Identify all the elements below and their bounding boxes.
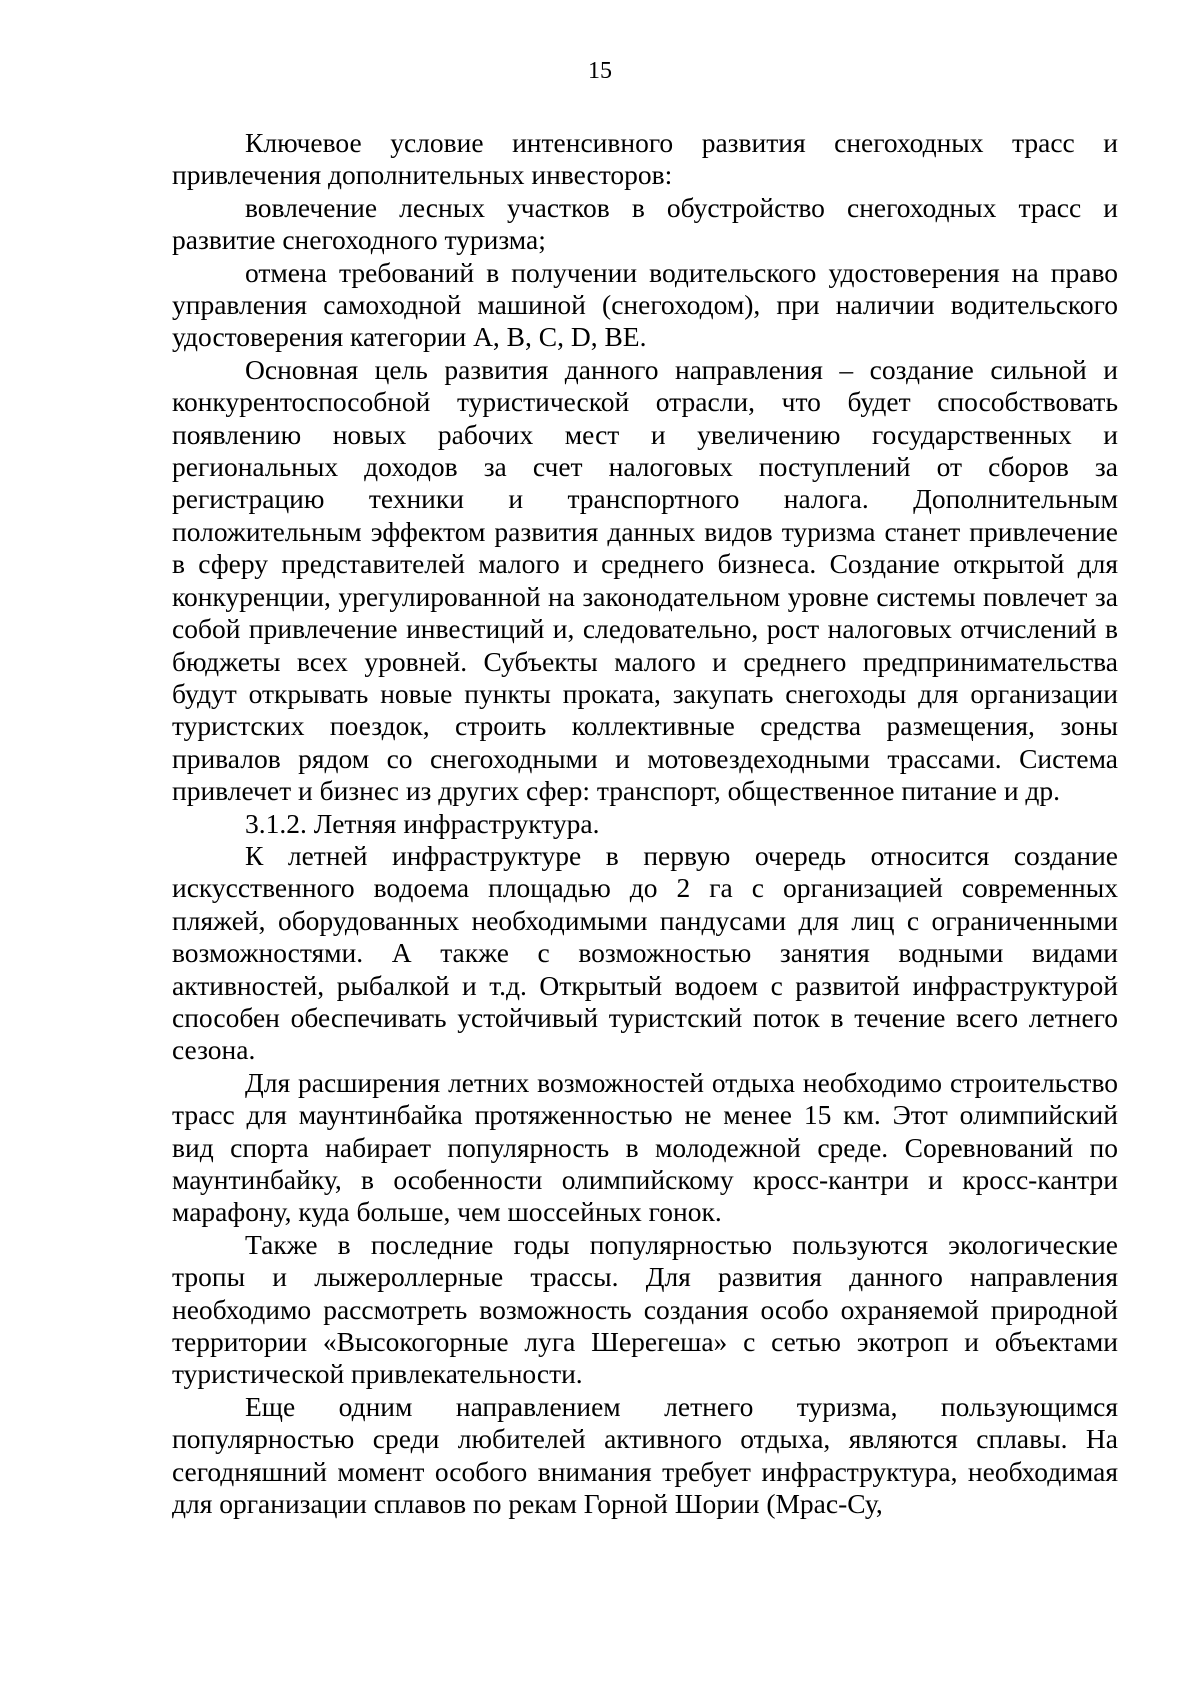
page-number: 15 [588, 58, 612, 84]
section-heading-summer-infrastructure: 3.1.2. Летняя инфраструктура. [245, 807, 600, 839]
paragraph-forest-plots: вовлечение лесных участков в обустройство снегоходных трасс и развитие снегоходного туризма; [172, 191, 1118, 256]
paragraph-reservoir: К летней инфраструктуре в первую очередь относится создание искусственного водоема площадью до 2 га с организацией современных пляжей, оборудованных необходимыми пандусами для лиц с ограниченными возможностями. А также с возможностью занятия водными видами активностей, рыбалкой и т.д. Открытый водоем с развитой инфраструктурой способен обеспечивать устойчивый туристский поток в течение всего летнего сезона. [172, 839, 1118, 1066]
paragraph-license-requirements: отмена требований в получении водительского удостоверения на право управления самоходной машиной (снегоходом), при наличии водительского удостоверения категории A, B, C, D, BE. [172, 256, 1118, 353]
paragraph-eco-trails: Также в последние годы популярностью пользуются экологические тропы и лыжероллерные трассы. Для развития данного направления необходимо рассмотреть возможность создания особо охраняемой природной территории «Высокогорные луга Шерегеша» с сетью экотроп и объектами туристической привлекательности. [172, 1228, 1118, 1390]
paragraph-mountain-bike: Для расширения летних возможностей отдыха необходимо строительство трасс для маунтинбайка протяженностью не менее 15 км. Этот олимпийский вид спорта набирает популярность в молодежной среде. Соревнований по маунтинбайку, в особенности олимпийскому кросс-кантри и кросс-кантри марафону, куда больше, чем шоссейных гонок. [172, 1066, 1118, 1228]
paragraph-key-condition: Ключевое условие интенсивного развития снегоходных трасс и привлечения дополнительных инвесторов: [172, 127, 1118, 191]
paragraph-rafting: Еще одним направлением летнего туризма, пользующимся популярностью среди любителей активного отдыха, являются сплавы. На сегодняшний момент особого внимания требует инфраструктура, необходимая для организации сплавов по рекам Горной Шории (Мрас-Су, [172, 1390, 1118, 1520]
paragraph-main-goal: Основная цель развития данного направления – создание сильной и конкурентоспособной туристической отрасли, что будет способствовать появлению новых рабочих мест и увеличению государственных и региональных доходов за счет налоговых поступлений от сборов за регистрацию техники и транспортного налога. Дополнительным положительным эффектом развития данных видов туризма станет привлечение в сферу представителей малого и среднего бизнеса. Создание открытой для конкуренции, урегулированной на законодательном уровне системы повлечет за собой привлечение инвестиций и, следовательно, рост налоговых отчислений в бюджеты всех уровней. Субъекты малого и среднего предпринимательства будут открывать новые пункты проката, закупать снегоходы для организации туристских поездок, строить коллективные средства размещения, зоны привалов рядом со снегоходными и мотовездеходными трассами. Система привлечет и бизнес из других сфер: транспорт, общественное питание и др. [172, 353, 1118, 807]
body-text [172, 127, 1118, 1520]
